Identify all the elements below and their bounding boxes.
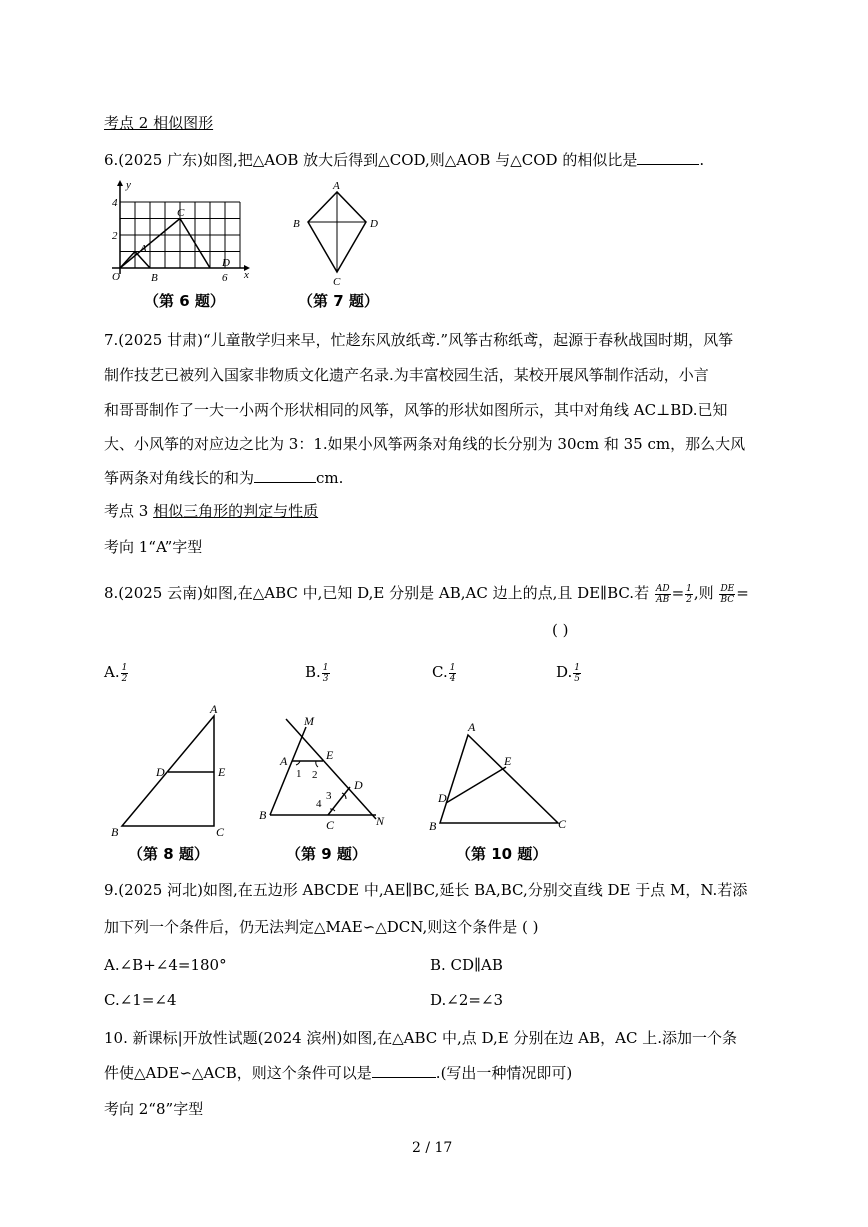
point-B: B xyxy=(151,272,158,284)
point-E: E xyxy=(504,754,512,768)
option-c: C. $\frac{1}{4}$ xyxy=(432,662,456,684)
direction-2-title: 考向 2“8”字型 xyxy=(104,1100,204,1118)
point-A: A xyxy=(333,180,340,192)
question-7-line-2: 制作技艺已被列入国家非物质文化遗产名录.为丰富校园生活，某校开展风筝制作活动，小言 xyxy=(104,366,709,384)
option-fraction: $\frac{1}{2}$ xyxy=(121,662,128,684)
point-A: A xyxy=(210,702,218,716)
option-b: B. CD∥AB xyxy=(430,956,503,974)
option-c: C.∠1=∠4 xyxy=(104,991,177,1009)
point-A: A xyxy=(140,243,147,255)
point-D: D xyxy=(354,778,363,792)
point-B: B xyxy=(293,218,300,230)
angle-4: 4 xyxy=(316,798,322,810)
axis-y-label: y xyxy=(126,179,131,191)
fraction-ad-ab: $\frac{AD}{AB}$ xyxy=(655,583,670,605)
angle-2: 2 xyxy=(312,769,318,781)
point-C: C xyxy=(216,825,225,839)
point-D: D xyxy=(370,218,378,230)
figure-6-grid xyxy=(104,176,254,284)
tick-6: 6 xyxy=(222,272,228,284)
answer-blank[interactable] xyxy=(254,468,316,483)
point-C: C xyxy=(177,207,185,219)
answer-paren: ( ) xyxy=(552,621,569,639)
point-A: A xyxy=(280,754,288,768)
origin-label: O xyxy=(112,271,120,283)
question-9-line-1: 9.(2025 河北)如图,在五边形 ABCDE 中,AE∥BC,延长 BA,BC,分别交直线 DE 于点 M，N.若添 xyxy=(104,881,748,899)
point-B: B xyxy=(111,825,119,839)
question-7-line-4: 大、小风筝的对应边之比为 3：1.如果小风筝两条对角线的长分别为 30cm 和 35 cm，那么大风 xyxy=(104,435,746,453)
point-C: C xyxy=(558,817,567,831)
question-7-line-5: 筝两条对角线长的和为 cm. xyxy=(104,469,344,487)
answer-blank[interactable] xyxy=(372,1063,436,1078)
option-fraction: $\frac{1}{5}$ xyxy=(574,662,580,684)
question-8: 8.(2025 云南)如图,在△ABC 中,已知 D,E 分别是 AB,AC 边上的点,且 DE∥BC.若 $\frac{AD}{AB}$ = $\frac{1}{2}$ ,则 $\frac{DE}{BC}$ = xyxy=(104,583,749,605)
section-title: 考点 3 相似三角形的判定与性质 xyxy=(104,502,319,520)
point-E: E xyxy=(218,765,226,779)
point-D: D xyxy=(156,765,165,779)
option-a: A. $\frac{1}{2}$ xyxy=(104,662,128,684)
figure-9-caption: （第 9 题） xyxy=(286,845,367,863)
point-M: M xyxy=(304,715,314,728)
figure-7-kite xyxy=(290,178,385,288)
point-C: C xyxy=(333,276,341,288)
fraction-one-half: $\frac{1}{2}$ xyxy=(686,583,692,605)
fraction-de-bc: $\frac{DE}{BC}$ xyxy=(720,583,735,605)
question-6: 6.(2025 广东)如图,把△AOB 放大后得到△COD,则△AOB 与△COD 的相似比是 . xyxy=(104,151,705,169)
question-10-line-1: 10. 新课标|开放性试题(2024 滨州)如图,在△ABC 中,点 D,E 分别在边 AB，AC 上.添加一个条 xyxy=(104,1029,737,1047)
option-fraction: $\frac{1}{4}$ xyxy=(449,662,456,684)
direction-1-title: 考向 1“A”字型 xyxy=(104,538,203,556)
point-E: E xyxy=(326,748,334,762)
question-7-line-3: 和哥哥制作了一大一小两个形状相同的风筝，风筝的形状如图所示，其中对角线 AC⊥BD.已知 xyxy=(104,401,728,419)
point-B: B xyxy=(259,808,267,822)
figure-8-caption: （第 8 题） xyxy=(128,845,209,863)
option-a: A.∠B+∠4=180° xyxy=(104,956,227,974)
option-fraction: $\frac{1}{3}$ xyxy=(322,662,329,684)
figure-9-pentagon xyxy=(256,715,396,835)
angle-3: 3 xyxy=(326,790,332,802)
option-d: D.∠2=∠3 xyxy=(430,991,504,1009)
section-title: 考点 2 相似图形 xyxy=(104,114,214,132)
angle-1: 1 xyxy=(296,768,302,780)
point-C: C xyxy=(326,818,335,832)
figure-6-caption: （第 6 题） xyxy=(144,292,225,310)
question-10-line-2: 件使△ADE∽△ACB，则这个条件可以是 .(写出一种情况即可) xyxy=(104,1064,573,1082)
point-D: D xyxy=(222,257,230,269)
figure-10-caption: （第 10 题） xyxy=(456,845,548,863)
point-D: D xyxy=(438,791,447,805)
figure-7-caption: （第 7 题） xyxy=(298,292,379,310)
answer-blank[interactable] xyxy=(637,150,699,165)
option-b: B. $\frac{1}{3}$ xyxy=(305,662,329,684)
page-number: 2 / 17 xyxy=(412,1140,453,1156)
axis-x-label: x xyxy=(244,269,249,281)
question-9-line-2: 加下列一个条件后，仍无法判定△MAE∽△DCN,则这个条件是 ( ) xyxy=(104,918,539,936)
tick-4: 4 xyxy=(112,197,118,209)
point-A: A xyxy=(468,720,476,734)
tick-2: 2 xyxy=(112,230,118,242)
point-N: N xyxy=(376,814,385,828)
option-d: D. $\frac{1}{5}$ xyxy=(556,662,580,684)
point-B: B xyxy=(429,819,437,833)
figure-10-triangle xyxy=(424,715,584,835)
question-7-line-1: 7.(2025 甘肃)“儿童散学归来早，忙趁东风放纸鸢.”风筝古称纸鸢，起源于春秋战国时期，风筝 xyxy=(104,331,734,349)
figure-8-triangle xyxy=(104,700,244,840)
